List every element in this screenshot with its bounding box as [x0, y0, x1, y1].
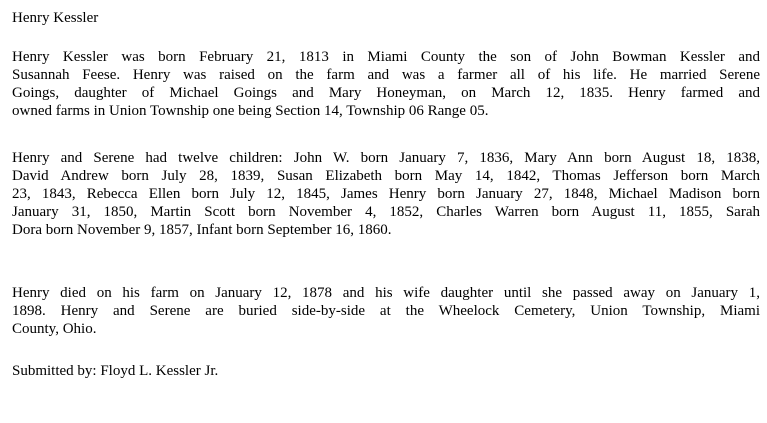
paragraph-line: Dora born November 9, 1857, Infant born September 16, 1860. [12, 222, 392, 238]
document-title: Henry Kessler [12, 10, 99, 26]
paragraph-line: 23, 1843, Rebecca Ellen born July 12, 1845, James Henry born January 27, 1848, Michael Madison born [12, 186, 760, 202]
paragraph-line: Henry Kessler was born February 21, 1813 in Miami County the son of John Bowman Kessler and [12, 49, 760, 65]
paragraph-line: Henry died on his farm on January 12, 1878 and his wife daughter until she passed away on January 1, [12, 285, 760, 301]
paragraph-line: County, Ohio. [12, 321, 97, 337]
paragraph-line: David Andrew born July 28, 1839, Susan Elizabeth born May 14, 1842, Thomas Jefferson born March [12, 168, 760, 184]
submitted-by: Submitted by: Floyd L. Kessler Jr. [12, 363, 219, 379]
paragraph-line: Susannah Feese. Henry was raised on the farm and was a farmer all of his life. He married Serene [12, 67, 760, 83]
paragraph-line: owned farms in Union Township one being Section 14, Township 06 Range 05. [12, 103, 489, 119]
paragraph-line: Henry and Serene had twelve children: John W. born January 7, 1836, Mary Ann born August 18, 1838, [12, 150, 760, 166]
paragraph-line: January 31, 1850, Martin Scott born November 4, 1852, Charles Warren born August 11, 1855, Sarah [12, 204, 760, 220]
paragraph-line: Goings, daughter of Michael Goings and Mary Honeyman, on March 12, 1835. Henry farmed and [12, 85, 760, 101]
paragraph-line: 1898. Henry and Serene are buried side-by-side at the Wheelock Cemetery, Union Township, Miami [12, 303, 760, 319]
